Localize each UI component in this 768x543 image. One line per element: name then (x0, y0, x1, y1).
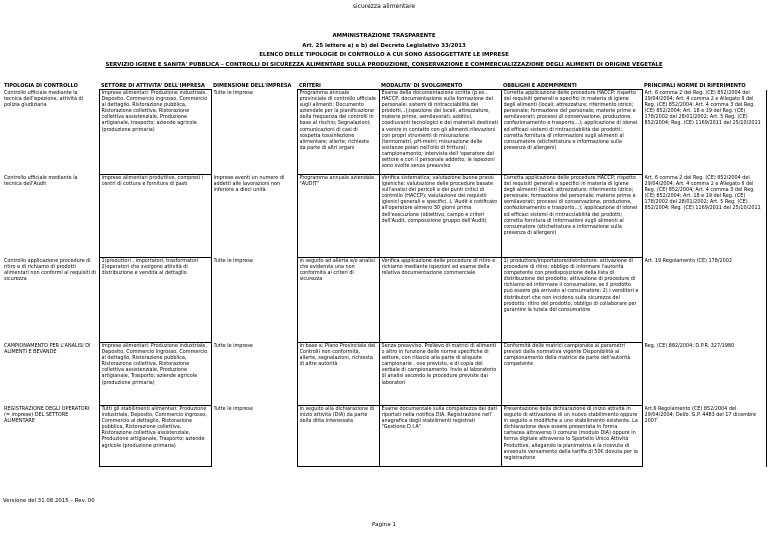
document-titles (0, 32, 768, 70)
cell-settore: Tutti gli stabilimenti alimentari: Produzione industriale, Deposito, Commercio ingrosso, Commercio al dettaglio, Ristorazione pubblica, Ristorazione collettiva, Ristorazione collettiva assistenziale, Produzione artigianale, Trasporto; aziende agricole (produzione primaria) (101, 406, 207, 449)
col-header-settore: SETTORE DI ATTIVITA' DELL'IMPRESA (101, 82, 205, 89)
cell-tipologia: CAMPIONAMENTO PER L'ANALISI DI ALIMENTI E BEVANDE (4, 342, 91, 355)
cell-dimensione: Tutte le imprese (213, 89, 253, 96)
table-row (2, 258, 766, 343)
cell-modalita: Esame della documentazione scritta (p.es.. HACCP, documentazione sulla formazione del personale; sistemi di rintracciabilità dei prodotti,..);ispezione dei locali, attrezzature, materie prime, semilavorati, additivi, coadiuvanti tecnologici e dei materiali destinati a venire in contatto con gli alimenti;rilevazioni con propri strumenti di misurazione (termometri, pH-metri; misurazione delle sostanze polari nell'olio di frittura); campionamento; intervista dell 'operatore del settore e con il personale addetto; le ispezioni sono svolte senza preavviso (381, 90, 498, 170)
cell-norme: Art. 19 Regolamento (CE) 178/2002 (644, 257, 732, 264)
cell-tipologia: REGISTRAZIONE DEGLI OPERATORI (= imprese) DEL SETTORE ALIMENTARE (4, 405, 90, 424)
table-row (2, 343, 766, 406)
table-row (2, 175, 766, 258)
controls-table (2, 81, 767, 467)
cell-modalita: Verifica applicazione delle procedure di ritiro e richiamo mediante ispezioni ed esame della relativa documentazione commerciale (381, 258, 496, 277)
cell-dimensione: Tutte le imprese (213, 405, 253, 412)
cell-criteri: Programma annuale aziendale "AUDIT" (299, 175, 375, 188)
service-title: SERVIZIO IGIENE E SANITA' PUBBLICA – CONTROLLI DI SICUREZZA ALIMENTARE SULLA PRODUZIONE, CONSERVAZIONE E COMMERCIALIZZAZIONE DEGLI ALIMENTI DI ORIGINE VEGETALE (105, 61, 663, 68)
cell-settore: Imprese alimentari: Produzione industriale, Deposito, Commercio ingrosso, Commercio al dettaglio, Ristorazione pubblica, Ristorazione collettiva, Ristorazione collettiva assistenziale, Produzione artigianale, trasporto; aziende agricole (produzione primaria) (101, 90, 208, 133)
cell-obblighi: 1) produttore/importatore/distributore: attivazione di procedure di ritiro; obbligo di informare l'autorità competente con predisposizione della lista di distribuzione del prodotto; attivazione di procedure di richiamo ed informare il consumatore, se il prodotto può essere già arrivato al consumatore; 2) i venditori e distributori che non incidono sulla sicurezza del prodotto: ritiro del prodotto; obbligo di collaborare per garantire la tutela del consumatore (503, 258, 639, 313)
col-header-dimensione: DIMENSIONE DELL'IMPRESA (213, 83, 292, 90)
running-head: sicurezza alimentare (352, 3, 416, 10)
cell-obblighi: Corretta applicazione delle procedure HACCP; rispetto dei requisiti generali e specifici in materia di igiene degli alimenti (locali; attrezzature; riferimento idrico; personale; formazione del personale; materie prime e semilavorati; processi di conservazione, produzione, confezionamento e trasporto,..); applicazione di idonei ed efficaci sistemi di rintracciabilità dei prodotti; corretta fornitura di informazioni sugli alimenti al consumatore (etichettatura e informazione sulla presenza di allergeni) (503, 175, 638, 236)
cell-modalita: Senza preavviso. Prelievo di matrici di alimenti o altro in funzione delle norme specifiche di settore, con rilascio alla parte di aliquote campionarie , ove previsto, e di copia del verbale di campionamento. Invio al laboratorio di analisi secondo le procedure previste dai laboratori (381, 343, 497, 386)
table-row (2, 90, 766, 175)
list-title: ELENCO DELLE TIPOLOGIE DI CONTROLLO A CUI SONO ASSOGGETTATE LE IMPRESE (259, 52, 509, 58)
cell-criteri: In seguito alla dichiarazione di inizio attività (DIA) da parte della ditta interessata (299, 406, 375, 425)
cell-settore: Imprese alimentari produttive, compresi i centri di cottura e fornitura di pasti (101, 175, 203, 188)
cell-settore: Imprese alimentari: Produzione industriale, Deposito, Commercio ingrosso, Commercio al dettaglio, Ristorazione pubblica, Ristorazione collettiva, Ristorazione collettiva assistenziale, Produzione artigianale, Trasporto; aziende agricole (produzione primaria) (101, 343, 208, 386)
cell-criteri: in seguito ad allerta e/o analisi che evidenzia una non conformità ai criteri di sicurezza (299, 258, 375, 283)
col-header-norme: PRINCIPALI NORME DI RIFERIMENTO (644, 83, 746, 90)
cell-modalita: Verifica sistematica; valutazione buone prassi igieniche; valutazione delle procedure basate sull'analisi dei pericoli e dei punti critici di controllo (HACCP); valutazione dei requisiti igienici generali e specifici. L 'Audit è notificato all'operatore almeno 30 giorni prima dell'esecuzione (obiettivo, campo e criteri dell'Audit, composizione gruppo dell'Audit) (381, 175, 498, 224)
cell-criteri: Programma annuale provinciale di controllo ufficiale sugli alimenti; Documento aziendale per la pianificazione della frequenza dei controlli in base al rischio; Segnalazioni; comunicazioni di casi di sospetta tossinfezione alimentare; allerte; richieste da parte di altri organi (299, 90, 376, 151)
main-title: AMMINISTRAZIONE TRASPARENTE (332, 33, 436, 39)
cell-dimensione: Imprese aventi un numero di addetti alle lavorazioni non inferiore a dieci unità (213, 174, 285, 193)
cell-settore: 1)produttori , importatori, trasformatori 2)operatori che svolgono attività di distribuzione e vendita al dettaglio (101, 258, 199, 277)
cell-norme: Art. 6 comma 2 del Reg. (CE) 852/2004 del 29/04/2004; Art. 4 comma 2 e Allegato II del Reg. (CE) 852/2004; Art. 4 comma 3 del Reg. (CE) 852/2004; Art. 18 e 19 del Reg. (CE) 178/2002 del 28/01/2002; Art. 5 Reg. (CE) 852/2004; Reg. (CE) 1169/2011 del 25/10/2011 (644, 174, 761, 211)
header-row (2, 81, 766, 90)
col-header-obblighi: OBBLIGHI E ADEMPIMENTI (503, 82, 577, 89)
cell-tipologia: Controllo ufficiale mediante la tecnica dell'Audit (4, 174, 78, 187)
cell-norme: Art.6 Regolamento (CE) 852/2004 del 29/04/2004; Delib. G.P. 4483 del 17 dicembre 2007 (644, 405, 756, 424)
page-number: Pagina 1 (372, 522, 396, 528)
cell-modalita: Esame documentale sulla completezza dei dati riportati nella notifica DIA. Registrazione nell' anagrafica degli stabilimenti registrati "Gestione D.I.A" (381, 406, 497, 431)
version-note: Versione del 31.08.2015 – Rev. 00 (3, 498, 95, 504)
cell-tipologia: Controllo ufficiale mediante la tecnica dell'ispezione, attività di polizia giudiziaria (4, 89, 84, 108)
cell-dimensione: Tutte le imprese (213, 342, 253, 349)
cell-obblighi: Conformità delle matrici campionate ai parametri previsti dalla normativa vigente Disponibilità al campionamento della matrice da parte dell'autorità competente (503, 343, 631, 368)
cell-norme: Reg. (CE) 882/2004; D.P.R. 327/1980 (644, 342, 735, 349)
table-row (2, 406, 766, 467)
col-header-tipologia: TIPOLOGIA DI CONTROLLO (4, 83, 78, 90)
col-header-criteri: CRITERI (299, 82, 321, 89)
cell-obblighi: Presentazione della dichiarazione di inizio attività in seguito di attivazione di un nuovo stabilimento oppure in seguito a modifiche a uno stabilimento esistente. La dichiarazione deve essere presentata in forma cartacea attraverso il comune (modulo DIA) oppure in forma digitale attraverso lo Sportello Unico Attività Produttive, allegando la planimetria e la ricevuta di avvenuto versamento della tariffa di 50€ dovuta per la registrazione (503, 406, 638, 461)
cell-criteri: In base a: Piano Provinciale dei Controlli non conformità, allerte, segnalazioni, richiesta di altre autorità (299, 343, 376, 368)
cell-norme: Art. 6 comma 2 del Reg. (CE) 852/2004 del 29/04/2004; Art. 4 comma 2 e Allegato II del Reg. (CE) 852/2004; Art. 4 comma 3 del Reg. (CE) 852/2004; Art. 18 e 19 del Reg. (CE) 178/2002 del 28/01/2002; Art. 5 Reg. (CE) 852/2004; Reg. (CE) 1169/2011 del 25/10/2011 (644, 89, 761, 126)
subtitle-decree: Art. 25 lettere a) e b) del Decreto Legislativo 33/2013 (302, 42, 466, 49)
cell-tipologia: Controllo applicazione procedure di ritiro e di richiamo di prodotti alimentari non conformi ai requisiti di sicurezza (4, 257, 96, 282)
col-header-modalita: MODALITA' DI SVOLGIMENTO (381, 82, 463, 89)
cell-dimensione: Tutte le imprese (213, 257, 253, 264)
cell-obblighi: Corretta applicazione delle procedure HACCP; rispetto dei requisiti generali e specifici in materia di igiene degli alimenti (locali; attrezzature; riferimento idrico; personale; formazione del personale; materie prime e semilavorati; processi di conservazione, produzione, confezionamento e trasporto,..); applicazione di idonei ed efficaci sistemi di rintracciabilità dei prodotti; corretta fornitura di informazioni sugli alimenti al consumatore (etichettatura e informazione sulla presenza di allergeni) (503, 90, 638, 151)
